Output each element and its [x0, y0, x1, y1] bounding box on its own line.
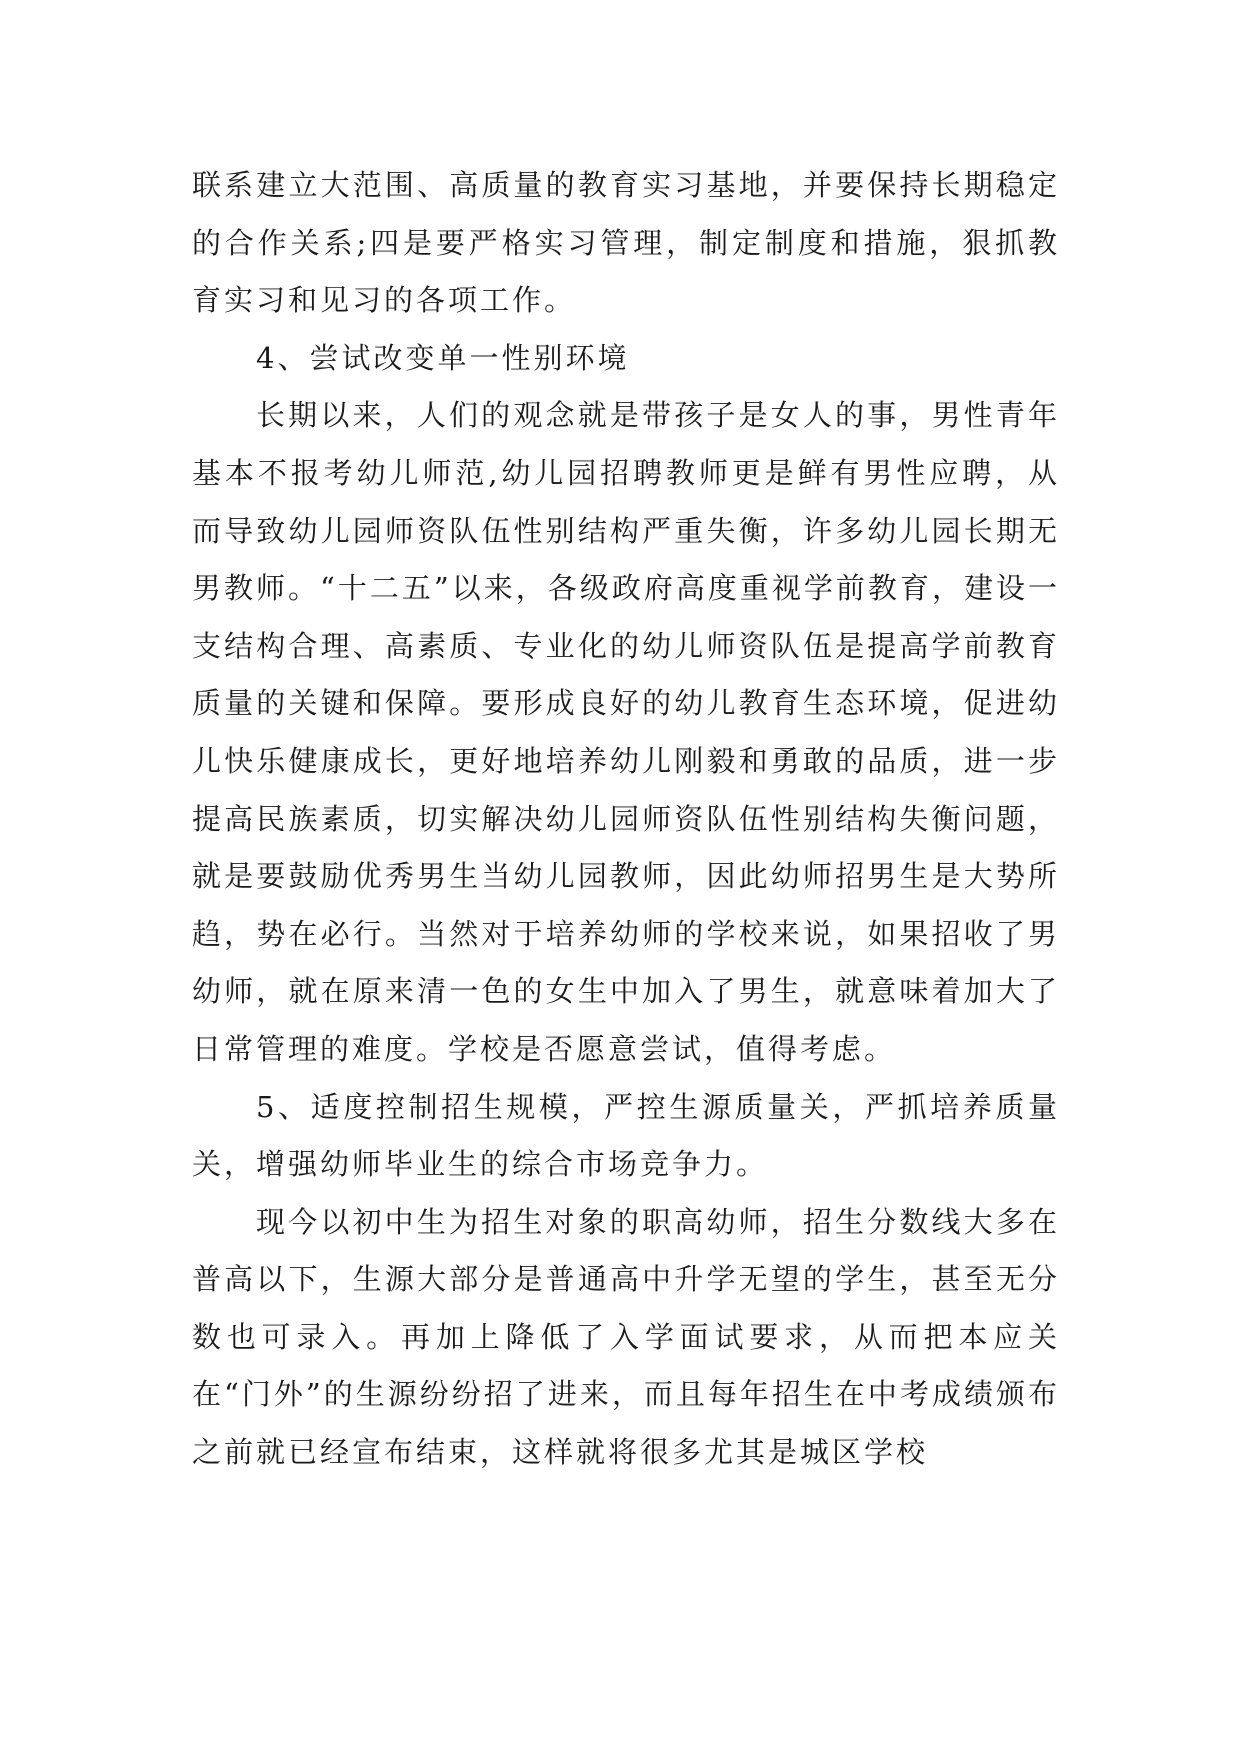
section-heading-5: 5、适度控制招生规模，严控生源质量关，严抓培养质量关，增强幼师毕业生的综合市场竞争力。 [192, 1089, 1060, 1182]
document-body [192, 157, 1060, 1482]
paragraph-continuation: 联系建立大范围、高质量的教育实习基地，并要保持长期稳定的合作关系;四是要严格实习管理，制定制度和措施，狠抓教育实习和见习的各项工作。 [192, 168, 1060, 318]
section-heading-4: 4、尝试改变单一性别环境 [256, 340, 630, 375]
paragraph-gender-environment: 长期以来，人们的观念就是带孩子是女人的事，男性青年基本不报考幼儿师范,幼儿园招聘教师更是鲜有男性应聘，从而导致幼儿园师资队伍性别结构严重失衡，许多幼儿园长期无男教师。“十二五”以来，各级政府高度重视学前教育，建设一支结构合理、高素质、专业化的幼儿师资队伍是提高学前教育质量的关键和保障。要形成良好的幼儿教育生态环境，促进幼儿快乐健康成长，更好地培养幼儿刚毅和勇敢的品质，进一步提高民族素质，切实解决幼儿园师资队伍性别结构失衡问题，就是要鼓励优秀男生当幼儿园教师，因此幼师招男生是大势所趋，势在必行。当然对于培养幼师的学校来说，如果招收了男幼师，就在原来清一色的女生中加入了男生，就意味着加大了日常管理的难度。学校是否愿意尝试，值得考虑。 [192, 398, 1060, 1066]
paragraph-enrollment: 现今以初中生为招生对象的职高幼师，招生分数线大多在普高以下，生源大部分是普通高中升学无望的学生，甚至无分数也可录入。再加上降低了入学面试要求，从而把本应关在“门外”的生源纷纷招了进来，而且每年招生在中考成绩颁布之前就已经宣布结束，这样就将很多尤其是城区学校 [192, 1204, 1060, 1470]
